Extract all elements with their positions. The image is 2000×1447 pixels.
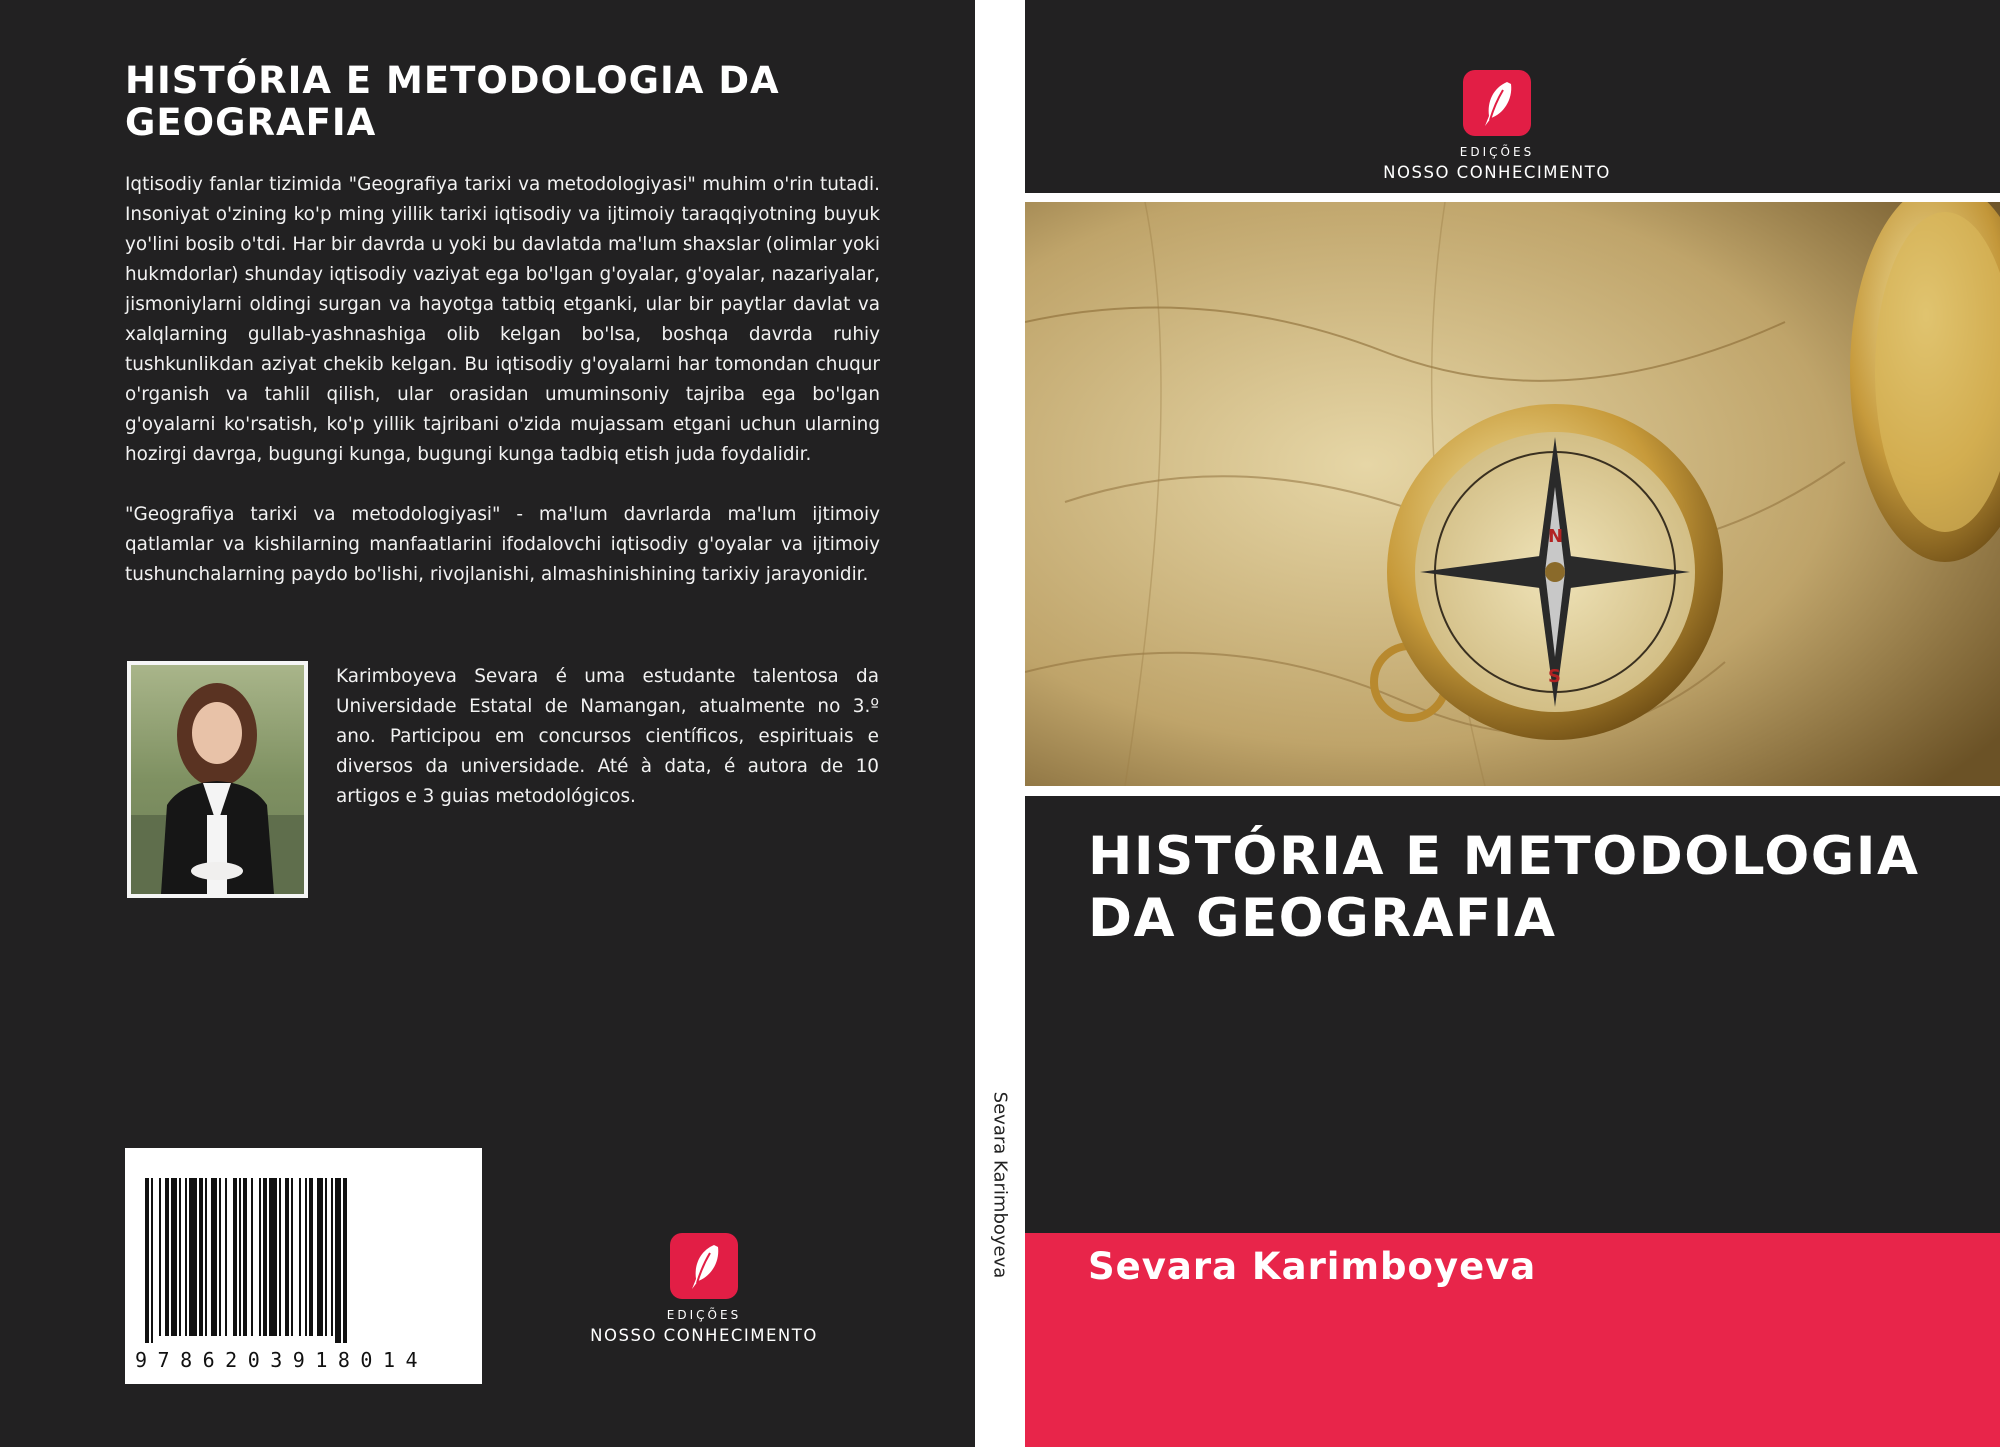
author-bio: Karimboyeva Sevara é uma estudante talentosa da Universidade Estatal de Namangan, atualmente no 3.º ano. Participou em concursos científicos, espirituais e diversos da universidade. Até à data, é autora de 10 artigos e 3 guias metodológicos.: [336, 666, 879, 807]
barcode-bar: [309, 1178, 313, 1336]
svg-text:N: N: [1548, 526, 1564, 547]
barcode-bar: [225, 1178, 227, 1336]
barcode-bar: [259, 1178, 261, 1336]
barcode-bar: [291, 1178, 293, 1336]
feather-quill-logo-icon: [670, 1233, 738, 1299]
publisher-name: NOSSO CONHECIMENTO: [1383, 163, 1611, 182]
front-cover-title: HISTÓRIA E METODOLOGIA DA GEOGRAFIA: [1088, 826, 1920, 949]
barcode-bar: [145, 1178, 149, 1343]
barcode-bar: [331, 1178, 333, 1336]
back-cover-title: HISTÓRIA E METODOLOGIA DA GEOGRAFIA: [125, 59, 780, 144]
barcode-bar: [317, 1178, 323, 1336]
barcode-bar: [171, 1178, 177, 1336]
cover-compass-map-image: [1025, 202, 2000, 786]
publisher-small-label: EDIÇÕES: [1459, 145, 1535, 159]
front-cover-author: Sevara Karimboyeva: [1088, 1245, 1537, 1288]
author-photo: [127, 661, 308, 898]
svg-text:S: S: [1548, 666, 1561, 687]
feather-quill-logo-icon: [1463, 70, 1531, 136]
barcode-bar: [269, 1178, 277, 1336]
barcode-bar: [299, 1178, 301, 1336]
barcode-bar: [219, 1178, 221, 1336]
barcode-bar: [279, 1178, 281, 1336]
barcode-bar: [211, 1178, 217, 1336]
barcode-bar: [325, 1178, 327, 1336]
barcode-bar: [185, 1178, 187, 1336]
barcode-bar: [243, 1178, 247, 1336]
barcode-bar: [335, 1178, 341, 1343]
barcode-bar: [165, 1178, 169, 1336]
barcode-bar: [205, 1178, 207, 1336]
barcode-bar: [285, 1178, 289, 1336]
back-cover-paragraph-1: Iqtisodiy fanlar tizimida "Geografiya tarixi va metodologiyasi" muhim o'rin tutadi. Insoniyat o'zining ko'p ming yillik tarixi iqtisodiy va ijtimoiy taraqqiyotning buyuk yo'lini bosib o'tdi. Har bir davrda u yoki bu davlatda ma'lum shaxslar (olimlar yoki hukmdorlar) shunday iqtisodiy vaziyat ega bo'lgan g'oyalar, g'oyalar, nazariyalar, jismoniylarni oldingi surgan va hayotga tatbiq etganki, ular bir paytlar davlat va xalqlarning gullab-yashnashiga olib kelgan bo'lsa, boshqa davrda ruhiy tushkunlikdan aziyat chekib kelgan. Bu iqtisodiy g'oyalarni har tomondan chuqur o'rganish va tahlil qilish, ular orasidan umuminsoniy tajriba ega bo'lgan g'oyalarni ko'rsatish, ko'p yillik tajribani o'zida mujassam etgani uchun ularning hozirgi davrga, bugungi kunga, bugungi kunga tadbiq etish juda foydalidir.: [125, 174, 880, 465]
barcode-bar: [159, 1178, 161, 1336]
isbn-barcode: [125, 1148, 482, 1384]
barcode-bar: [305, 1178, 307, 1336]
barcode-bar: [151, 1178, 153, 1343]
isbn-digits: 9786203918014: [135, 1348, 429, 1372]
barcode-bar: [233, 1178, 237, 1336]
publisher-small-label: EDIÇÕES: [666, 1308, 742, 1322]
barcode-bar: [251, 1178, 253, 1336]
publisher-name: NOSSO CONHECIMENTO: [590, 1326, 818, 1345]
barcode-bar: [179, 1178, 181, 1336]
back-cover-paragraph-2: "Geografiya tarixi va metodologiyasi" - ma'lum davrlarda ma'lum ijtimoiy qatlamlar va kishilarning manfaatlarini ifodalovchi iqtisodiy g'oyalar va ijtimoiy tushunchalarning paydo bo'lishi, rivojlanishi, almashinishining tarixiy jarayonidir.: [125, 504, 880, 585]
barcode-bar: [199, 1178, 203, 1336]
spine-author: Sevara Karimboyeva: [989, 1091, 1011, 1279]
barcode-bar: [239, 1178, 241, 1336]
barcode-bar: [263, 1178, 267, 1336]
barcode-bar: [189, 1178, 197, 1336]
barcode-bar: [343, 1178, 347, 1343]
